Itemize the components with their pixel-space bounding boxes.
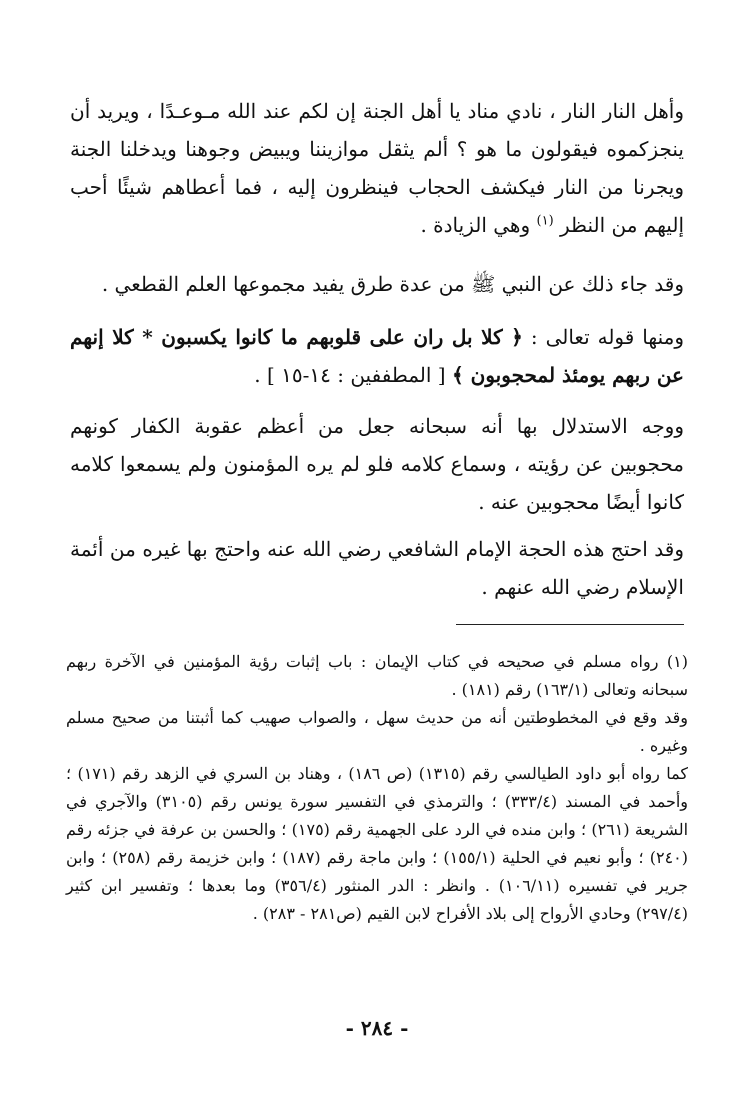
paragraph-1-ending: وهي الزيادة .	[420, 213, 531, 237]
paragraph-1	[70, 92, 684, 244]
footnote-3: كما رواه أبو داود الطيالسي رقم (١٣١٥) (ص ١٨٦) ، وهناد بن السري في الزهد رقم (١٧١) ؛ وأحمد في المسند (٣٣٣/٤) ؛ والترمذي في التفسير سورة يونس رقم (٣١٠٥) والآجري في الشريعة (٢٦١) ؛ وابن منده في الرد على الجهمية رقم (١٧٥) ؛ والحسن بن عرفة في جزئه رقم (٢٤٠) ؛ وأبو نعيم في الحلية (١٥٥/١) ؛ وابن ماجة رقم (١٨٧) ؛ وابن خزيمة رقم (٢٥٨) ؛ وابن جرير في تفسيره (١٠٦/١١) . وانظر : الدر المنثور (٣٥٦/٤) وما بعدها ؛ وتفسير ابن كثير (٢٩٧/٤) وحادي الأرواح إلى بلاد الأفراح لابن القيم (ص٢٨١ - ٢٨٣) .	[66, 764, 689, 923]
verse-intro: ومنها قوله تعالى :	[530, 325, 685, 349]
paragraph-4	[70, 407, 684, 521]
page-number: - ٢٨٤ -	[345, 1016, 409, 1040]
paragraph-3	[70, 318, 684, 394]
paragraph-4-text: ووجه الاستدلال بها أنه سبحانه جعل من أعظم عقوبة الكفار كونهم محجوبين عن رؤيته ، وسماع كلامه فلو لم يره المؤمنون ولم يسمعوا كلامه كانوا أيضًا محجوبين عنه .	[70, 414, 684, 514]
footnote-1: (١) رواه مسلم في صحيحه في كتاب الإيمان : باب إثبات رؤية المؤمنين في الآخرة ربهم سبحانه وتعالى (١٦٣/١) رقم (١٨١) .	[66, 652, 688, 699]
paragraph-5	[70, 530, 684, 606]
paragraph-5-text: وقد احتج هذه الحجة الإمام الشافعي رضي الله عنه واحتج بها غيره من أئمة الإسلام رضي الله عنهم .	[70, 537, 684, 599]
footnote-reference: (١)	[536, 213, 554, 229]
footnote-2: وقد وقع في المخطوطتين أنه من حديث سهل ، والصواب صهيب كما أثبتنا من صحيح مسلم وغيره .	[66, 708, 688, 755]
footnote-divider	[456, 624, 684, 625]
verse-citation: [ المطففين : ١٤-١٥ ] .	[254, 363, 446, 387]
paragraph-2-text: وقد جاء ذلك عن النبي ﷺ من عدة طرق يفيد مجموعها العلم القطعي .	[101, 272, 684, 296]
footnotes-section	[66, 648, 688, 928]
paragraph-1-text: وأهل النار النار ، نادي مناد يا أهل الجنة إن لكم عند الله مـوعـدًا ، ويريد أن ينجزكموه فيقولون ما هو ؟ ألم يثقل موازيننا ويبيض وجوهنا ويدخلنا الجنة ويجرنا من النار فيكشف الحجاب فينظرون إليه ، فما أعطاهم شيئًا أحب إليهم من النظر	[70, 99, 684, 237]
quran-verse: ﴿ كلا بل ران على قلوبهم ما كانوا يكسبون * كلا إنهم عن ربهم يومئذ لمحجوبون ﴾	[70, 325, 684, 387]
paragraph-2	[70, 265, 684, 303]
